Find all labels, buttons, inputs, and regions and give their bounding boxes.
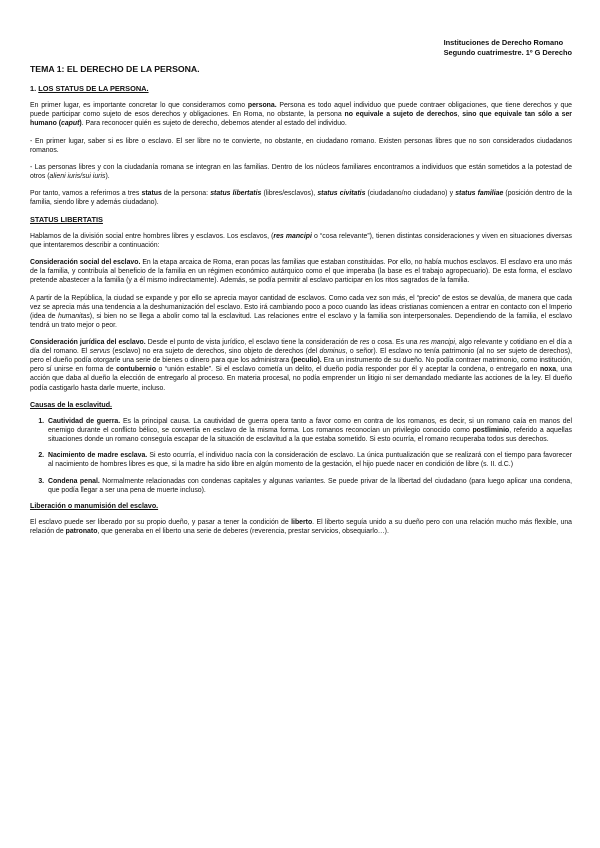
paragraph-libre-esclavo: - En primer lugar, saber si es libre o esclavo. El ser libre no te convierte, no obstante, en ciudadano romano. Existen personas libres que no son considerados ciudadanos romanos. (30, 137, 572, 154)
paragraph-tres-status: Por tanto, vamos a referirnos a tres status de la persona: status libertatis (libres/esclavos), status civitatis (ciudadano/no ciudadano) y status familiae (posición dentro de la familia, siendo libre y además ciudadano). (30, 190, 572, 207)
paragraph-familias: - Las personas libres y con la ciudadanía romana se integran en las familias. Dentro de los núcleos familiares encontramos a individuos que están sometidos a la potestad de otros (alieni iuris/sui iuris). (30, 163, 572, 180)
section-number: 1. (30, 84, 37, 94)
paragraph-liberto: El esclavo puede ser liberado por su propio dueño, y pasar a tener la condición de liberto. El liberto seguía unido a su dueño pero con una relación mucho más flexible, una relación de patronato, que generaba en el liberto una serie de deberes (reverencia, prestar servicios, obsequiarlo…). (30, 519, 573, 536)
paragraph-persona: En primer lugar, es importante concretar lo que consideramos como persona. Persona es todo aquel individuo que puede contraer obligaciones, que tiene derechos y que puede participar como sujeto de esos derechos y obligaciones. En Roma, no obstante, la persona no equivale a sujeto de derechos, sino que equivale tan sólo a ser humano (caput). Para reconocer quién es sujeto de derecho, debemos atender al estado del individuo. (30, 102, 572, 128)
course-semester: Segundo cuatrimestre. 1º G Derecho (443, 48, 572, 58)
course-title: Instituciones de Derecho Romano (443, 38, 564, 47)
list-item: 2. Nacimiento de madre esclava. Si esto ocurría, el individuo nacía con la consideración de esclavo. La única puntualización que se realizará con el tiempo para favorecer al nacimiento de hombres libres es que, si la madre ha sido libre en algún momento de la gestación, el hijo puede nacer en condición de libre (s. II. d.C.) (46, 451, 572, 469)
document-body (30, 64, 572, 544)
causes-list (30, 417, 572, 495)
subsection-causas: Causas de la esclavitud. (30, 400, 113, 409)
section-heading-status (30, 84, 572, 94)
list-item: 3. Condena penal. Normalmente relacionadas con condenas capitales y algunas variantes. Se puede privar de la libertad del ciudadano (para luego aplicar una condena, que podía llegar a ser una pena de muerte incluso). (46, 477, 572, 495)
paragraph-republica: A partir de la República, la ciudad se expande y por ello se aprecia mayor cantidad de esclavos. Como cada vez son más, el “precio” de estos se devalúa, de manera que cada vez se aprecia más una tendencia a la deshumanización del esclavo. Esto irá cambiando poco a poco cuando las ideas cristianas comiencen a entrar en contacto con el Imperio (idea de humanitas), si bien no se llega a abolir como tal la esclavitud. Las relaciones entre el esclavo y la familia son interpersonales. Dependiendo de la familia, el esclavo tendrá un trato mejor o peor. (30, 294, 572, 329)
section-heading-libertatis: STATUS LIBERTATIS (30, 215, 103, 225)
page-title: TEMA 1: EL DERECHO DE LA PERSONA. (30, 64, 200, 74)
document-header (444, 38, 572, 59)
section-title: LOS STATUS DE LA PERSONA. (38, 84, 149, 94)
list-item: 1. Cautividad de guerra. Es la principal causa. La cautividad de guerra opera tanto a favor como en contra de los romanos, es decir, si un romano caía en manos del enemigo durante el conflicto bélico, se convertía en esclavo de la misma forma. Los romanos reconocían un privilegio conocido como postliminio, referido a aquellas situaciones donde un romano conseguía escapar de la situación de esclavitud a la que estaba sometido. Si esto ocurría, el romano recuperaba todos sus derechos. (46, 417, 572, 444)
paragraph-consideracion-juridica: Consideración jurídica del esclavo. Desde el punto de vista jurídico, el esclavo tiene la consideración de res o cosa. Es una res mancipi, algo relevante y cotidiano en el día a día del romano. El servus (esclavo) no era sujeto de derechos, sino objeto de derechos (del dominus, o señor). El esclavo no tenía patrimonio (al no ser sujeto de derechos), pero el dueño podía otorgarle una serie de bienes o dinero para que los administrara (peculio). Era un instrumento de su dueño. No podía contraer matrimonio, como institución, pero sí unirse en forma de contubernio o “unión estable”. Si el esclavo cometía un delito, el dueño podía responder por él y aceptar la condena, o entregarlo en noxa, una acción que daba al dueño la elección de entregarlo al proceso. En materia procesal, no podía emprender un litigio ni ser demandado mediante las acciones de la ley. El dueño podía castigarlo hasta darle muerte, incluso. (30, 338, 573, 392)
paragraph-consideracion-social: Consideración social del esclavo. En la etapa arcaica de Roma, eran pocas las familias que estaban constituidas. Por ello, no había muchos esclavos. El esclavo era uno más de la familia, y contribuía al beneficio de la familia en un régimen económico autárquico como el que imperaba (la base es el trabajo agropecuario). De esta forma, el esclavo pretende abastecer a la familia (y a él mismo indirectamente). Además, se podía permitir al esclavo participar en los ritos sagrados de la familia. (30, 259, 573, 285)
paragraph-division-social: Hablamos de la división social entre hombres libres y esclavos. Los esclavos, (res mancipi o “cosa relevante”), tienen distintas consideraciones y viven en situaciones diversas que intentaremos describir a continuación: (30, 233, 572, 250)
subsection-liberacion: Liberación o manumisión del esclavo. (30, 501, 159, 510)
